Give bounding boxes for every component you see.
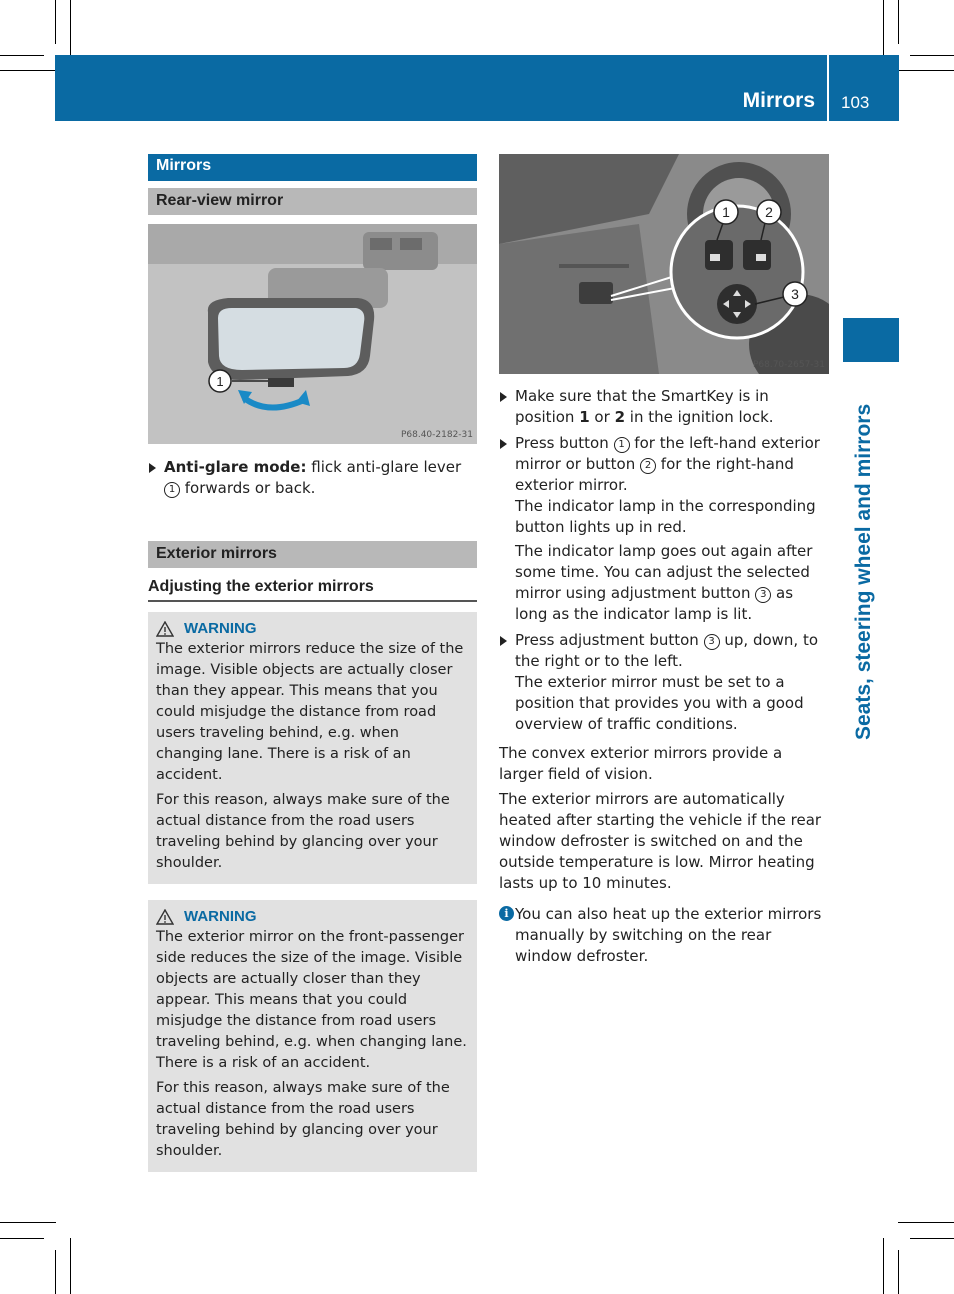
crop-mark [898,1250,899,1294]
crop-mark [55,1250,56,1294]
callout-2: 2 [765,204,773,220]
crop-mark [0,1222,56,1223]
warning-triangle-icon [156,909,174,925]
rearview-mirror-figure [148,224,477,444]
section-title: Mirrors [148,154,477,181]
info-note: i You can also heat up the exterior mirrors manually by switching on the rear window defroster. [499,904,829,967]
crop-mark [910,55,954,56]
header-divider [827,55,829,121]
anti-glare-instruction: Anti-glare mode: flick anti-glare lever 1 forwards or back. [148,457,477,499]
crop-mark [898,0,899,44]
callout-ref: 3 [755,587,771,603]
callout-1: 1 [722,204,730,220]
exterior-heading: Exterior mirrors [148,541,477,568]
crop-mark [0,1238,44,1239]
instruction-smartkey: Make sure that the SmartKey is in position 1 or 2 in the ignition lock. [499,386,829,428]
right-column [499,154,829,967]
warning-triangle-icon [156,621,174,637]
page-number: 103 [841,93,870,112]
warning-box [148,900,477,1172]
callout-ref: 1 [164,482,180,498]
chapter-title: Seats, steering wheel and mirrors [852,403,875,740]
warning-header: WARNING [156,620,469,637]
crop-mark [55,0,56,44]
crop-mark [70,1238,71,1294]
exterior-subheading: Adjusting the exterior mirrors [148,578,477,602]
body-paragraph: The convex exterior mirrors provide a larger field of vision. [499,744,783,783]
warning-box [148,612,477,884]
crop-mark [0,70,56,71]
callout-ref: 3 [704,634,720,650]
instruction-press-button: Press button 1 for the left-hand exterior mirror or button 2 for the right-hand exterior mirror. The indicator lamp in the corresponding button lights up in red. The indicator lamp goes out again after some time. You can adjust the selected mirror using adjustment button 3 as long as the indicator lamp is lit. [499,433,829,625]
rearview-mirror-illustration [148,224,477,444]
warning-text: The exterior mirrors reduce the size of the image. Visible objects are actually closer than they appear. This means that you could misjudge the distance from road users traveling behind, e.g. when changing lane. There is a risk of an accident. [156,641,464,783]
page-header [55,55,899,121]
crop-mark [883,1238,884,1294]
warning-text: The exterior mirror on the front-passenger side reduces the size of the image. Visible objects are actually closer than they appear. This means that you could misjudge the distance from road users traveling behind, e.g. when changing lane. There is a risk of an accident. [156,929,467,1071]
figure-code: P68.40-2182-31 [400,430,473,440]
crop-mark [70,0,71,56]
callout-3: 3 [791,286,799,302]
figure-code: P68.70-2657-31 [752,360,825,370]
header-title: Mirrors [742,89,815,112]
crop-mark [883,0,884,56]
rearview-heading: Rear-view mirror [148,188,477,215]
chapter-tab [843,318,899,362]
crop-mark [910,1238,954,1239]
info-icon: i [499,906,514,921]
callout-ref: 2 [640,458,656,474]
crop-mark [898,1222,954,1223]
mirror-buttons-figure [499,154,829,374]
bullet-label: Anti-glare mode: [164,458,307,476]
warning-text: For this reason, always make sure of the actual distance from the road users traveling behind by glancing over your shoulder. [156,792,450,871]
warning-header: WARNING [156,908,469,925]
warning-text: For this reason, always make sure of the actual distance from the road users traveling behind by glancing over your shoulder. [156,1080,450,1159]
crop-mark [0,55,44,56]
door-panel-illustration [499,154,829,374]
callout-ref: 1 [614,437,630,453]
crop-mark [898,70,954,71]
callout-1: 1 [216,374,224,389]
instruction-adjust: Press adjustment button 3 up, down, to the right or to the left. The exterior mirror must be set to a position that provides you with a good overview of traffic conditions. [499,630,829,735]
body-paragraph: The exterior mirrors are automatically heated after starting the vehicle if the rear window defroster is switched on and the outside temperature is low. Mirror heating lasts up to 10 minutes. [499,790,822,892]
left-column [148,154,477,1172]
